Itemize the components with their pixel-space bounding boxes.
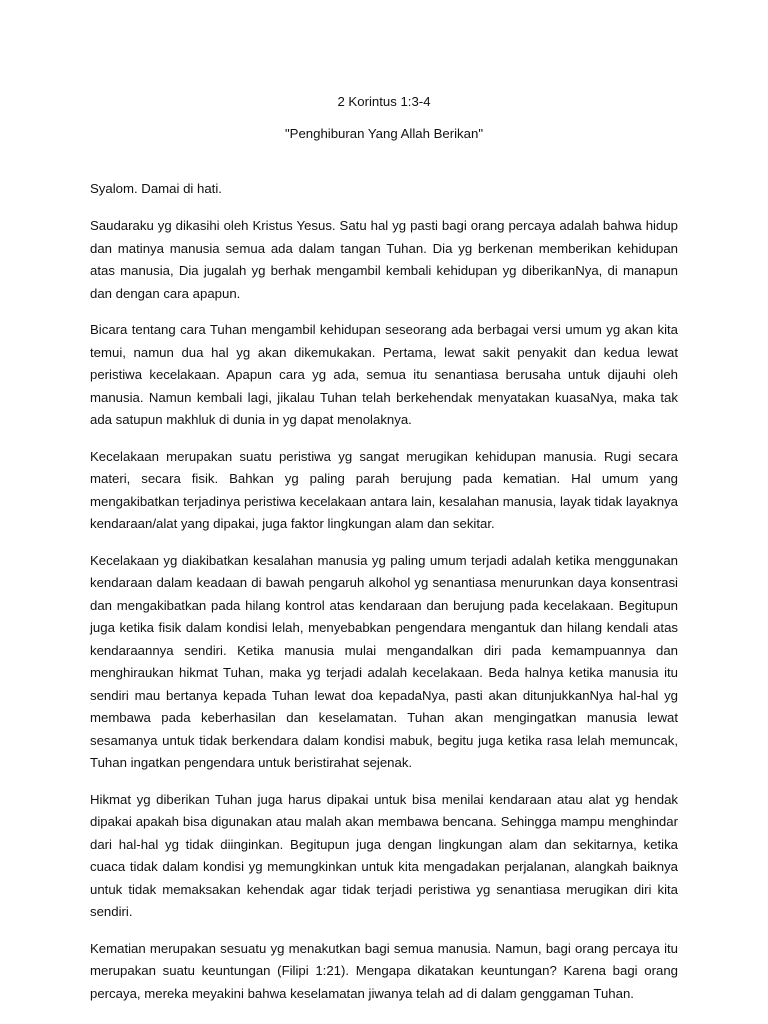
paragraph-6: Kematian merupakan sesuatu yg menakutkan bagi semua manusia. Namun, bagi orang percaya itu merupakan suatu keuntungan (Filipi 1:21). Mengapa dikatakan keuntungan? Karena bagi orang percaya, mereka meyakini bahwa keselamatan jiwanya telah ad di dalam genggaman Tuhan.	[90, 940, 678, 1001]
paragraph-2: Bicara tentang cara Tuhan mengambil kehidupan seseorang ada berbagai versi umum yg akan kita temui, namun dua hal yg akan dikemukakan. Pertama, lewat sakit penyakit dan kedua lewat peristiwa kecelakaan. Apapun cara yg ada, semua itu senantiasa berusaha untuk dijauhi oleh manusia. Namun kembali lagi, jikalau Tuhan telah berkehendak menyatakan kuasaNya, maka tak ada satupun makhluk di dunia in yg dapat menolaknya.	[90, 322, 678, 427]
paragraph-4: Kecelakaan yg diakibatkan kesalahan manusia yg paling umum terjadi adalah ketika menggunakan kendaraan dalam keadaan di bawah pengaruh alkohol yg senantiasa menurunkan daya konsentrasi dan mengakibatkan pada hilang kontrol atas kendaraan dan berujung pada kecelakaan. Begitupun juga ketika fisik dalam kondisi lelah, menyebabkan pengendara mengantuk dan hilang kendali atas kendaraannya sendiri. Ketika manusia mulai mengandalkan diri pada kemampuannya dan menghiraukan hikmat Tuhan, maka yg terjadi adalah kecelakaan. Beda halnya ketika manusia itu sendiri mau bertanya kepada Tuhan lewat doa kepadaNya, pasti akan ditunjukkanNya hal-hal yg membawa pada keberhasilan dan keselamatan. Tuhan akan mengingatkan manusia lewat sesamanya untuk tidak berkendara dalam kondisi mabuk, begitu juga ketika rasa lelah memuncak, Tuhan ingatkan pengendara untuk beristirahat sejenak.	[90, 552, 678, 770]
paragraph-3: Kecelakaan merupakan suatu peristiwa yg sangat merugikan kehidupan manusia. Rugi secara materi, secara fisik. Bahkan yg paling parah berujung pada kematian. Hal umum yang mengakibatkan terjadinya peristiwa kecelakaan antara lain, kesalahan manusia, layak tidak layaknya kendaraan/alat yang dipakai, juga faktor lingkungan alam dan sekitar.	[90, 448, 678, 531]
document-body	[90, 93, 678, 1005]
paragraph-1: Saudaraku yg dikasihi oleh Kristus Yesus. Satu hal yg pasti bagi orang percaya adalah bahwa hidup dan matinya manusia semua ada dalam tangan Tuhan. Dia yg berkenan memberikan kehidupan atas manusia, Dia jugalah yg berhak mengambil kembali kehidupan yg diberikanNya, di manapun dan dengan cara apapun.	[90, 218, 678, 301]
document-title: 2 Korintus 1:3-4	[337, 94, 431, 109]
document-subtitle: "Penghiburan Yang Allah Berikan"	[284, 126, 484, 141]
greeting-line: Syalom. Damai di hati.	[90, 181, 222, 196]
paragraph-5: Hikmat yg diberikan Tuhan juga harus dipakai untuk bisa menilai kendaraan atau alat yg hendak dipakai apakah bisa digunakan atau malah akan membawa bencana. Sehingga mampu menghindar dari hal-hal yg tidak diinginkan. Begitupun juga dengan lingkungan alam dan sekitarnya, ketika cuaca tidak dalam kondisi yg memungkinkan untuk kita mengadakan perjalanan, alangkah baiknya untuk tidak memaksakan kehendak agar tidak terjadi peristiwa yg senantiasa merugikan diri kita sendiri.	[90, 791, 678, 919]
